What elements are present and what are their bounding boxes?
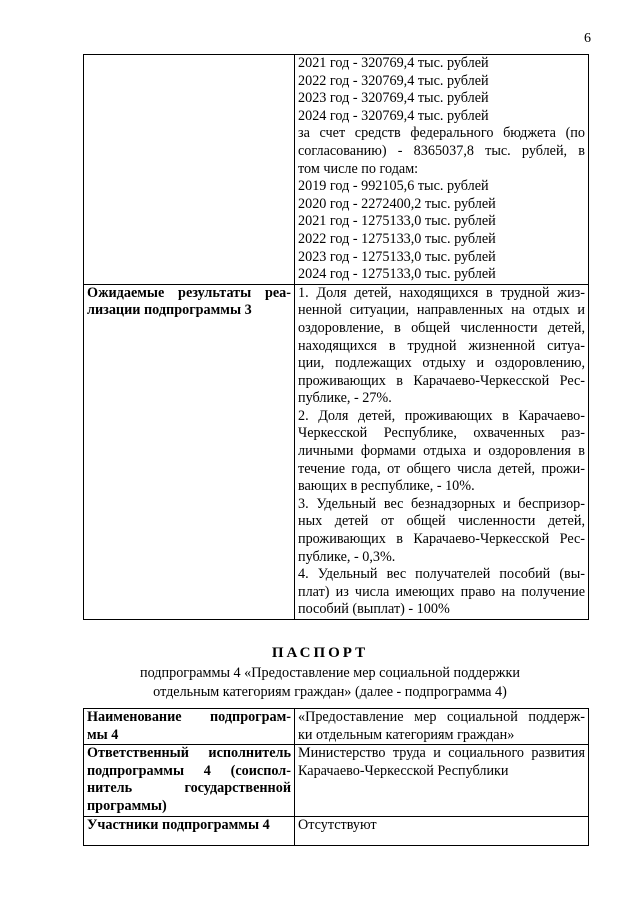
- result-line: плат) из числа имеющих право на получение: [298, 583, 585, 600]
- row-value-line: Карачаево-Черкесской Республики: [298, 762, 509, 779]
- passport-table: [83, 708, 589, 846]
- federal-year-line: 2022 год - 1275133,0 тыс. рублей: [298, 230, 496, 247]
- result-line: вающих в республике, - 10%.: [298, 478, 475, 495]
- row-value-cell: [295, 816, 589, 845]
- row-label-line: Ответственный исполнитель: [87, 745, 291, 762]
- result-line: проживающих в Карачаево-Черкесской Рес-: [298, 531, 585, 548]
- row-value-line: ки отдельным категориям граждан»: [298, 726, 515, 743]
- result-line: ции, подлежащих отдыху и оздоровлению,: [298, 355, 585, 372]
- federal-year-line: 2021 год - 1275133,0 тыс. рублей: [298, 213, 496, 230]
- funding-year-line: 2024 год - 320769,4 тыс. рублей: [298, 107, 489, 124]
- results-label-line: лизации подпрограммы 3: [87, 302, 252, 319]
- result-line: публике, - 27%.: [298, 390, 392, 407]
- result-line: 1. Доля детей, находящихся в трудной жиз-: [298, 284, 585, 301]
- passport-subtitle: [80, 664, 580, 702]
- federal-budget-line: согласованию) - 8365037,8 тыс. рублей, в: [298, 142, 585, 159]
- result-line: течение года, от общего числа детей, прожи-: [298, 460, 585, 477]
- results-label-cell: [84, 284, 295, 619]
- page-number: 6: [584, 31, 591, 46]
- row-value-cell: [295, 745, 589, 816]
- result-line: ных детей от общей численности детей,: [298, 513, 585, 530]
- funding-year-line: 2021 год - 320769,4 тыс. рублей: [298, 55, 489, 71]
- row-label-line: подпрограммы 4 (соиспол-: [87, 762, 291, 779]
- passport-subtitle-line: подпрограммы 4 «Предоставление мер социальной поддержки: [140, 665, 520, 681]
- funding-year-line: 2022 год - 320769,4 тыс. рублей: [298, 72, 489, 89]
- result-line: личными формами отдыха и оздоровления в: [298, 443, 585, 460]
- row-label-line: Наименование подпрограм-: [87, 709, 291, 725]
- passport-row-name: [84, 709, 589, 745]
- results-label-line: Ожидаемые результаты реа-: [87, 284, 291, 301]
- row-label-cell: [84, 709, 295, 745]
- row-label-line: нитель государственной: [87, 780, 291, 797]
- result-line: Черкесской Республике, охваченных раз-: [298, 425, 585, 442]
- federal-budget-line: том числе по годам:: [298, 160, 419, 177]
- row-value-cell: [295, 709, 589, 745]
- federal-year-line: 2019 год - 992105,6 тыс. рублей: [298, 178, 489, 195]
- federal-budget-line: за счет средств федерального бюджета (по: [298, 125, 585, 142]
- federal-year-line: 2023 год - 1275133,0 тыс. рублей: [298, 248, 496, 265]
- row-value-line: Министерство труда и социального развития: [298, 745, 585, 762]
- row-label-line: мы 4: [87, 726, 119, 743]
- row-label-cell: [84, 745, 295, 816]
- funding-label-cell: [84, 55, 295, 285]
- result-line: находящихся в трудной жизненной ситуа-: [298, 337, 585, 354]
- row-value-line: «Предоставление мер социальной поддерж-: [298, 709, 585, 725]
- result-line: пособий (выплат) - 100%: [298, 601, 450, 618]
- results-value-cell: [295, 284, 589, 619]
- funding-year-line: 2023 год - 320769,4 тыс. рублей: [298, 90, 489, 107]
- row-value-line: Отсутствуют: [298, 816, 377, 833]
- row-label-cell: [84, 816, 295, 845]
- passport-row-participants: [84, 816, 589, 845]
- result-line: проживающих в Карачаево-Черкесской Рес-: [298, 372, 585, 389]
- result-line: 4. Удельный вес получателей пособий (вы-: [298, 566, 585, 583]
- result-line: публике, - 0,3%.: [298, 548, 396, 565]
- row-label-line: программы): [87, 797, 167, 814]
- funding-value-cell: [295, 55, 589, 285]
- passport-title: ПАСПОРТ: [271, 645, 369, 661]
- funding-row: [84, 55, 589, 285]
- funding-table: [83, 54, 589, 620]
- federal-year-line: 2020 год - 2272400,2 тыс. рублей: [298, 195, 496, 212]
- passport-row-executor: [84, 745, 589, 816]
- passport-subtitle-line: отдельным категориям граждан» (далее - подпрограмма 4): [153, 684, 507, 700]
- results-row: [84, 284, 589, 619]
- result-line: 3. Удельный вес безнадзорных и беспризор-: [298, 495, 585, 512]
- result-line: оздоровление, в общей численности детей,: [298, 319, 585, 336]
- federal-year-line: 2024 год - 1275133,0 тыс. рублей: [298, 266, 496, 283]
- row-label-line: Участники подпрограммы 4: [87, 816, 270, 833]
- result-line: ненной ситуации, направленных на отдых и: [298, 302, 585, 319]
- result-line: 2. Доля детей, проживающих в Карачаево-: [298, 407, 585, 424]
